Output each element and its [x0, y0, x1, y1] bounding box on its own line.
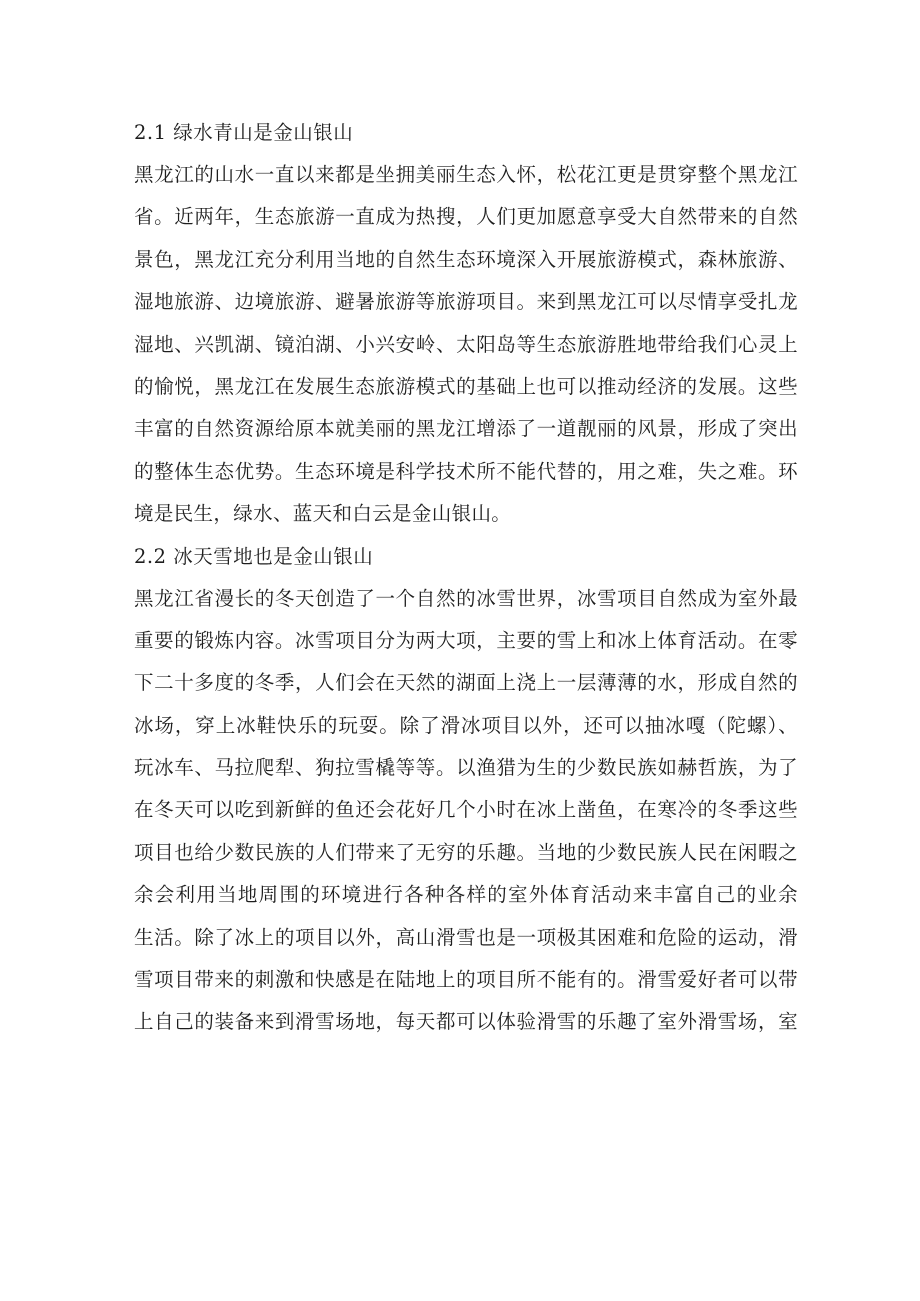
text-line: 玩冰车、马拉爬犁、狗拉雪橇等等。以渔猎为生的少数民族如赫哲族，为了 [134, 756, 798, 780]
text-line: 湿地旅游、边境旅游、避暑旅游等旅游项目。来到黑龙江可以尽情享受扎龙 [134, 290, 798, 314]
text-line: 黑龙江省漫长的冬天创造了一个自然的冰雪世界，冰雪项目自然成为室外最 [134, 586, 798, 610]
text-line: 余会利用当地周围的环境进行各种各样的室外体育活动来丰富自己的业余 [134, 883, 798, 907]
text-line: 的愉悦，黑龙江在发展生态旅游模式的基础上也可以推动经济的发展。这些 [134, 374, 798, 398]
paragraph-2-2 [134, 578, 798, 1044]
text-line: 雪项目带来的刺激和快感是在陆地上的项目所不能有的。滑雪爱好者可以带 [134, 968, 798, 992]
text-line: 湿地、兴凯湖、镜泊湖、小兴安岭、太阳岛等生态旅游胜地带给我们心灵上 [134, 332, 798, 356]
text-line: 冰场，穿上冰鞋快乐的玩耍。除了滑冰项目以外，还可以抽冰嘎（陀螺）、 [134, 713, 798, 737]
text-line: 丰富的自然资源给原本就美丽的黑龙江增添了一道靓丽的风景，形成了突出 [134, 417, 798, 441]
paragraph-2-1 [134, 154, 798, 536]
text-line: 在冬天可以吃到新鲜的鱼还会花好几个小时在冰上凿鱼，在寒冷的冬季这些 [134, 798, 798, 822]
text-line: 项目也给少数民族的人们带来了无穷的乐趣。当地的少数民族人民在闲暇之 [134, 840, 798, 864]
text-line: 下二十多度的冬季，人们会在天然的湖面上浇上一层薄薄的水，形成自然的 [134, 671, 798, 695]
text-line: 黑龙江的山水一直以来都是坐拥美丽生态入怀，松花江更是贯穿整个黑龙江 [134, 163, 798, 186]
section-heading-2-2: 2.2 冰天雪地也是金山银山 [134, 544, 374, 568]
section-heading-2-1: 2.1 绿水青山是金山银山 [134, 121, 354, 144]
text-line: 生活。除了冰上的项目以外，高山滑雪也是一项极其困难和危险的运动，滑 [134, 925, 798, 949]
text-line: 景色，黑龙江充分利用当地的自然生态环境深入开展旅游模式，森林旅游、 [134, 247, 798, 271]
text-line: 重要的锻炼内容。冰雪项目分为两大项，主要的雪上和冰上体育活动。在零 [134, 628, 798, 652]
text-line: 境是民生，绿水、蓝天和白云是金山银山。 [134, 502, 512, 526]
text-line: 的整体生态优势。生态环境是科学技术所不能代替的，用之难，失之难。环 [134, 459, 798, 483]
text-line: 省。近两年，生态旅游一直成为热搜，人们更加愿意享受大自然带来的自然 [134, 205, 798, 229]
text-line: 上自己的装备来到滑雪场地，每天都可以体验滑雪的乐趣了室外滑雪场，室 [134, 1010, 798, 1034]
document-page [134, 112, 798, 1044]
